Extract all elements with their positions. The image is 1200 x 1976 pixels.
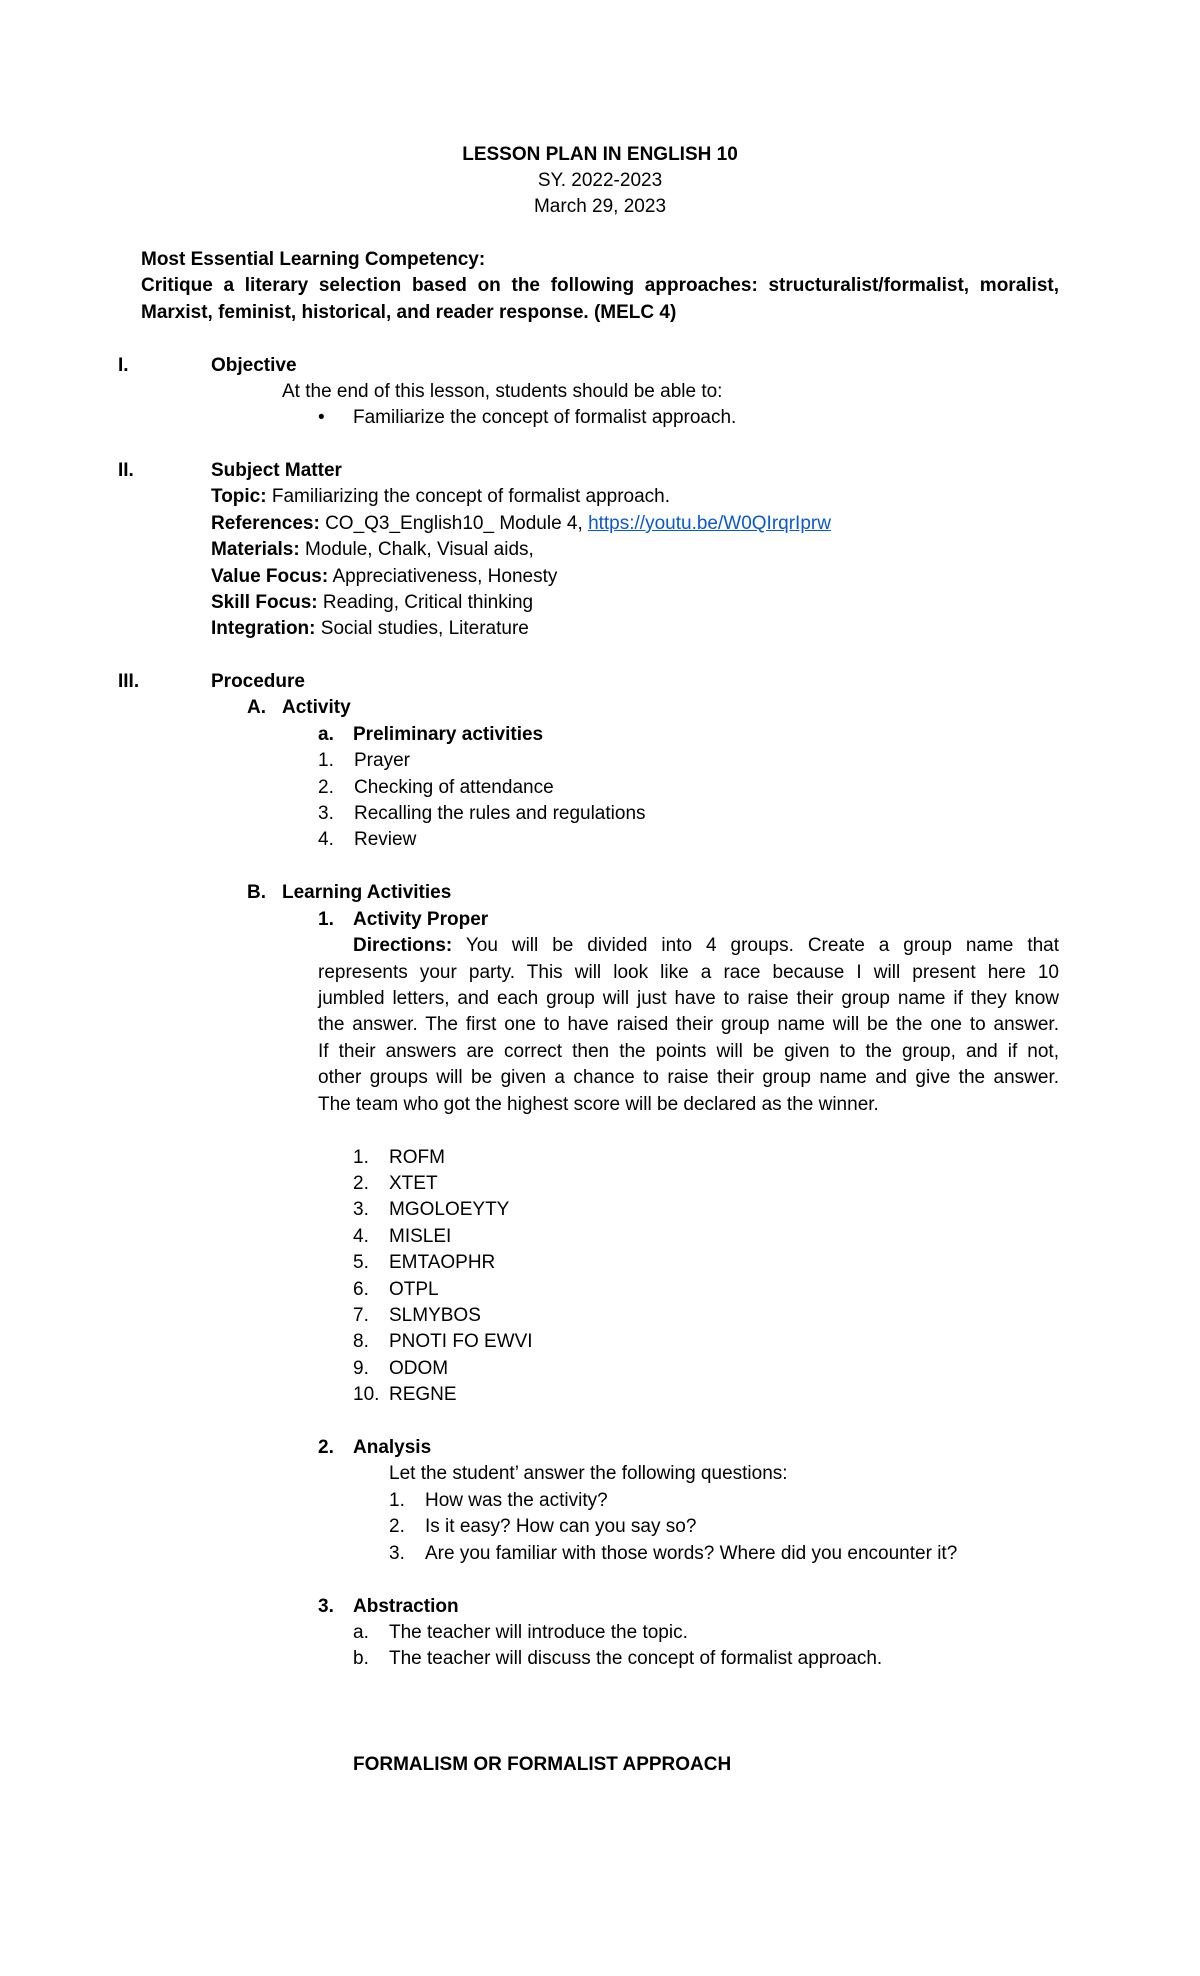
references-link[interactable]: https://youtu.be/W0QIrqrIprw [588,513,831,534]
directions-line: the answer. The first one to have raised their group name will be the one to answer. [318,1014,1059,1035]
topic-label: Topic: [211,486,267,507]
bullet-icon: • [318,407,325,428]
topic-value: Familiarizing the concept of formalist approach. [271,486,671,507]
jumbled-item: 1. ROFM [353,1147,445,1168]
list-item: 1. Prayer [318,750,410,771]
competency-heading: Most Essential Learning Competency: [141,249,486,270]
lesson-date: March 29, 2023 [533,196,667,217]
analysis-number: 2. [318,1437,334,1458]
jumbled-item: 5. EMTAOPHR [353,1252,496,1273]
jumbled-item: 3. MGOLOEYTY [353,1199,510,1220]
jumbled-item: 2. XTET [353,1173,438,1194]
jumbled-item: 9. ODOM [353,1358,449,1379]
value-focus-label: Value Focus: [211,566,329,587]
skill-focus-line [211,590,533,617]
analysis-heading: Analysis [353,1437,432,1458]
abstraction-item: a. The teacher will introduce the topic. [353,1622,688,1643]
section-numeral: II. [118,460,134,481]
integration-value: Social studies, Literature [320,618,529,639]
section-title: FORMALISM OR FORMALIST APPROACH [353,1754,732,1775]
directions-line: other groups will be given a chance to raise their group name and give the answer. [318,1067,1059,1088]
activity-proper-number: 1. [318,909,334,930]
analysis-question: 2. Is it easy? How can you say so? [389,1516,697,1537]
list-item: 2. Checking of attendance [318,777,554,798]
materials-line [211,537,534,564]
learning-letter: B. [247,882,266,903]
references-label: References: [211,513,320,534]
analysis-question: 1. How was the activity? [389,1490,608,1511]
directions-line: Directions: You will be divided into 4 groups. Create a group name that [353,935,1060,956]
activity-proper-heading: Activity Proper [353,909,489,930]
subject-matter-heading: Subject Matter [211,460,342,481]
references-value: CO_Q3_English10_ Module 4, [325,513,583,534]
procedure-heading: Procedure [211,671,305,692]
materials-value: Module, Chalk, Visual aids, [304,539,534,560]
directions-label: Directions: [353,935,453,956]
activity-heading: Activity [282,697,351,718]
activity-letter: A. [247,697,266,718]
jumbled-item: 8. PNOTI FO EWVI [353,1331,533,1352]
integration-line [211,616,529,643]
value-focus-value: Appreciativeness, Honesty [332,566,558,587]
analysis-intro: Let the student’ answer the following questions: [389,1463,788,1484]
objective-item: Familiarize the concept of formalist approach. [353,407,737,428]
analysis-question: 3. Are you familiar with those words? Where did you encounter it? [389,1543,958,1564]
list-item: 4. Review [318,829,417,850]
directions-line: If their answers are correct then the points will be given to the group, and if not, [318,1041,1059,1062]
jumbled-item: 10. REGNE [353,1384,457,1405]
references-line [211,511,831,538]
section-numeral: III. [118,671,140,692]
abstraction-item: b. The teacher will discuss the concept of formalist approach. [353,1648,883,1669]
materials-label: Materials: [211,539,300,560]
jumbled-item: 7. SLMYBOS [353,1305,481,1326]
section-numeral: I. [118,355,129,376]
value-focus-line [211,564,557,591]
jumbled-item: 6. OTPL [353,1279,439,1300]
topic-line [211,484,670,511]
integration-label: Integration: [211,618,316,639]
preliminary-heading: Preliminary activities [353,724,544,745]
competency-text-line1: Critique a literary selection based on the following approaches: structuralist/formalist, moralist, [141,275,1059,296]
document-title: LESSON PLAN IN ENGLISH 10 [462,144,738,165]
skill-focus-label: Skill Focus: [211,592,318,613]
competency-text-line2: Marxist, feminist, historical, and reader response. (MELC 4) [141,302,677,323]
directions-line: represents your party. This will look like a race because I will present here 10 [318,962,1059,983]
list-item: 3. Recalling the rules and regulations [318,803,646,824]
directions-line: The team who got the highest score will be declared as the winner. [318,1094,879,1115]
abstraction-number: 3. [318,1596,334,1617]
abstraction-heading: Abstraction [353,1596,459,1617]
jumbled-item: 4. MISLEI [353,1226,452,1247]
skill-focus-value: Reading, Critical thinking [322,592,534,613]
school-year: SY. 2022-2023 [537,170,663,191]
objective-intro: At the end of this lesson, students should be able to: [282,381,723,402]
directions-line: jumbled letters, and each group will just have to raise their group name if they know [318,988,1059,1009]
preliminary-letter: a. [318,724,334,745]
objective-heading: Objective [211,355,297,376]
learning-heading: Learning Activities [282,882,452,903]
